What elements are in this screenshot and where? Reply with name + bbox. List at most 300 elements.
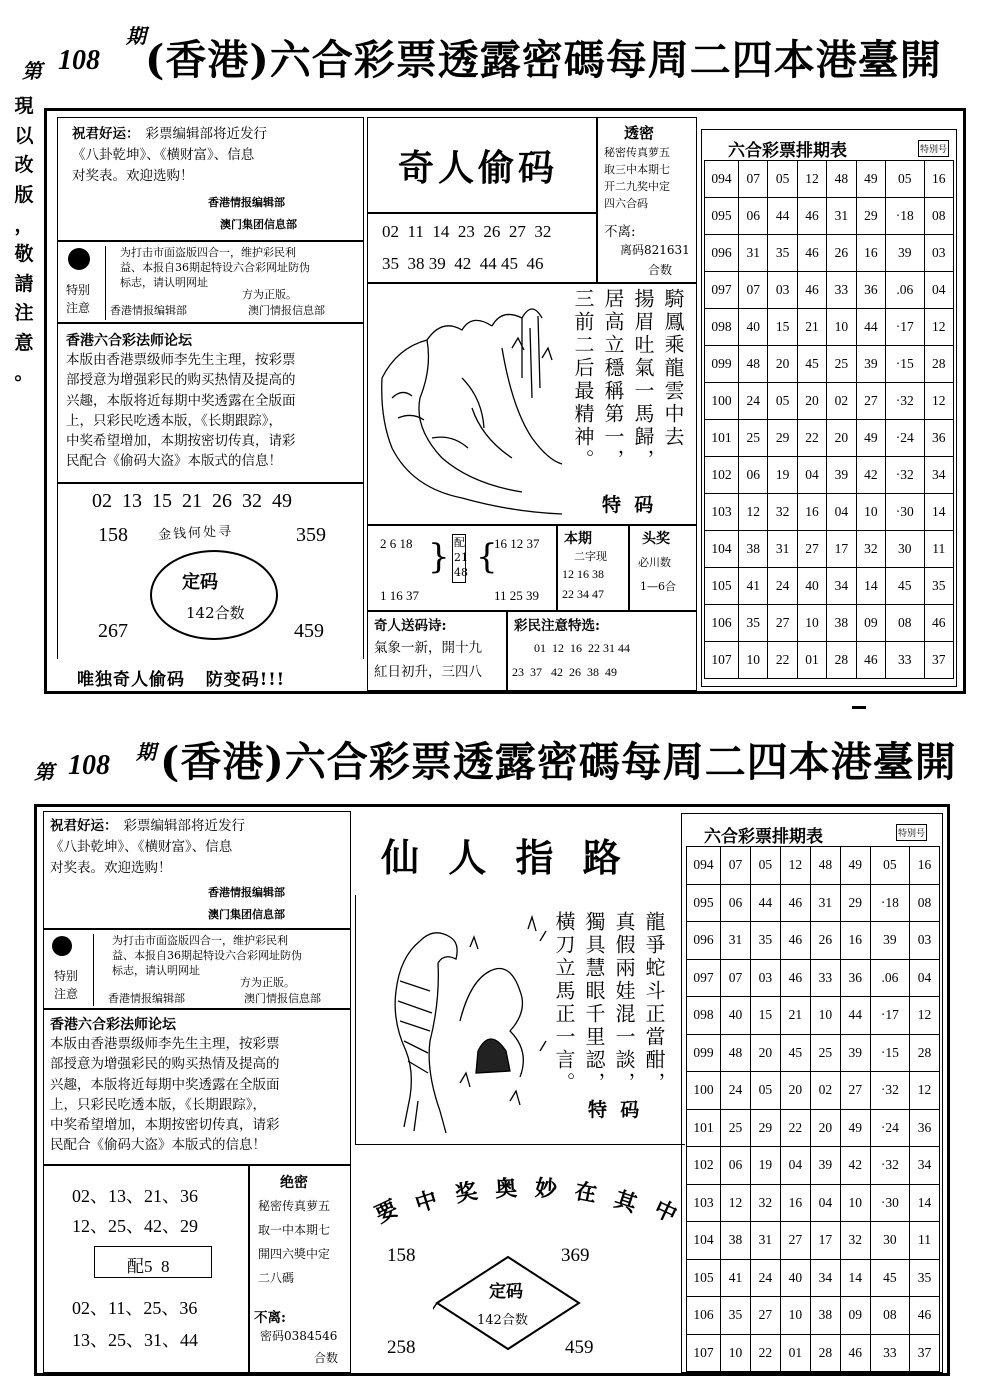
- schedule-row: [687, 1259, 940, 1297]
- special-code: 特 码: [602, 494, 654, 516]
- secret-leave-code: 离码821631: [620, 243, 690, 257]
- schedule-number-cell: 42: [840, 1147, 870, 1185]
- schedule-number-cell: 22: [780, 1109, 810, 1147]
- schedule-number-cell: 33: [827, 272, 856, 309]
- schedule-row: [687, 884, 940, 922]
- schedule-number-cell: 12: [910, 1072, 940, 1110]
- schedule-issue-cell: 101: [687, 1109, 721, 1147]
- forum-heading: 香港六合彩法师论坛: [66, 333, 192, 349]
- schedule-number-cell: 11: [910, 1222, 940, 1260]
- this-issue-heading: 本期: [564, 531, 592, 547]
- mountain-illustration: [372, 288, 568, 520]
- schedule-number-cell: 10: [810, 997, 840, 1035]
- schedule-issue-cell: 100: [687, 1072, 721, 1110]
- poem-col-1: 龍爭蛇斗正當酣，: [642, 911, 666, 1095]
- secret-line: 四六合码: [604, 197, 648, 211]
- schedule-row: [687, 1297, 940, 1335]
- pairs-pei-box: [94, 1246, 212, 1278]
- schedule-number-cell: 32: [856, 531, 885, 568]
- send-poem-heading: 奇人送码诗:: [374, 618, 447, 634]
- issue-prefix: 第: [22, 59, 42, 83]
- special-code: 特 码: [588, 1099, 640, 1121]
- bottom-panel: [34, 804, 950, 1376]
- schedule-number-cell: 03: [750, 959, 780, 997]
- combo-b: 1 16 37: [380, 588, 419, 603]
- secret-line: 取一中本期七: [258, 1223, 331, 1237]
- greeting-sign2: 澳门集团信息部: [208, 908, 285, 921]
- schedule-number-cell: ·30: [886, 494, 925, 531]
- illustration-box: [367, 283, 697, 525]
- forum-line: 民配合《偷码大盗》本版式的信息！: [50, 1137, 266, 1154]
- schedule-number-cell: ·18: [870, 884, 909, 922]
- pairs-l4: 13、25、31、44: [72, 1330, 198, 1350]
- greeting-text3: 对奖表。欢迎选购！: [72, 167, 194, 184]
- schedule-number-cell: 38: [810, 1297, 840, 1335]
- bomb-icon: [68, 248, 90, 270]
- greeting-box: [57, 117, 364, 241]
- poem-col-4: 橫刀立馬正一言。: [552, 911, 576, 1095]
- schedule-issue-cell: 102: [687, 1147, 721, 1185]
- issue-number: 108: [68, 750, 110, 781]
- forum-line: 上，只彩民吃透本版，《长期跟踪》，: [66, 412, 282, 429]
- notice-text3: 标志，请认明网址: [112, 963, 200, 977]
- schedule-number-cell: ·17: [886, 309, 925, 346]
- schedule-number-cell: 25: [721, 1109, 751, 1147]
- notice-sign1: 香港情报编辑部: [110, 304, 187, 317]
- schedule-number-cell: 25: [810, 1034, 840, 1072]
- schedule-row: [687, 1147, 940, 1185]
- schedule-row: [705, 642, 954, 679]
- draw-tr: 359: [296, 524, 326, 546]
- issue-prefix: 第: [34, 760, 54, 784]
- arc-char: 妙: [534, 1174, 558, 1203]
- schedule-issue-cell: 104: [705, 531, 739, 568]
- secret-heading: 绝密: [280, 1175, 308, 1191]
- schedule-number-cell: 14: [924, 494, 953, 531]
- schedule-number-cell: 48: [827, 161, 856, 198]
- schedule-issue-cell: 098: [687, 997, 721, 1035]
- schedule-row: [687, 1222, 940, 1260]
- schedule-issue-cell: 095: [705, 198, 739, 235]
- schedule-number-cell: 32: [768, 494, 797, 531]
- schedule-number-cell: 29: [768, 420, 797, 457]
- diamond-tl: 158: [387, 1245, 416, 1266]
- schedule-issue-cell: 096: [705, 235, 739, 272]
- pairs-l3: 02、11、25、36: [72, 1298, 198, 1318]
- schedule-number-cell: 33: [870, 1334, 909, 1372]
- schedule-number-cell: 27: [797, 531, 826, 568]
- forum-line: 兴趣，本版将近每期中奖透露在全版面: [66, 392, 296, 409]
- schedule-issue-cell: 103: [687, 1184, 721, 1222]
- side-note: [12, 92, 36, 388]
- schedule-table: [704, 160, 954, 679]
- schedule-box: [681, 813, 943, 1373]
- schedule-number-cell: 44: [840, 997, 870, 1035]
- schedule-number-cell: 41: [721, 1259, 751, 1297]
- schedule-number-cell: 35: [721, 1297, 751, 1335]
- schedule-number-cell: 45: [886, 568, 925, 605]
- schedule-number-cell: 33: [810, 959, 840, 997]
- divider-dash: [852, 706, 866, 709]
- schedule-number-cell: 31: [810, 884, 840, 922]
- poem-col-2: 真假兩娃混一談，: [612, 911, 636, 1095]
- schedule-number-cell: 14: [856, 568, 885, 605]
- notice-text1: 为打击市面盗版四合一，维护彩民利: [120, 246, 296, 259]
- secret-line: 秘密传真萝五: [258, 1199, 331, 1213]
- notice-sign1: 香港情报编辑部: [108, 992, 185, 1005]
- schedule-number-cell: 42: [856, 457, 885, 494]
- pairs-box: [43, 1165, 249, 1373]
- schedule-row: [705, 457, 954, 494]
- schedule-number-cell: 04: [780, 1147, 810, 1185]
- schedule-special: 特别号: [896, 824, 927, 841]
- schedule-number-cell: ·18: [886, 198, 925, 235]
- schedule-number-cell: .06: [870, 959, 909, 997]
- schedule-number-cell: ·32: [870, 1147, 909, 1185]
- forum-heading: 香港六合彩法师论坛: [50, 1017, 176, 1033]
- secret-box: [249, 1165, 351, 1373]
- schedule-row: [705, 198, 954, 235]
- schedule-number-cell: 12: [924, 383, 953, 420]
- schedule-issue-cell: 097: [705, 272, 739, 309]
- draw-bl: 267: [98, 620, 128, 642]
- side-note-char: 注: [14, 302, 34, 325]
- page-title: (香港)六合彩票透露密碼每周二四本港臺開: [145, 36, 942, 84]
- schedule-number-cell: 34: [810, 1259, 840, 1297]
- schedule-number-cell: 46: [797, 198, 826, 235]
- schedule-number-cell: 29: [856, 198, 885, 235]
- combo-d: 11 25 39: [494, 588, 540, 603]
- schedule-number-cell: 46: [924, 605, 953, 642]
- schedule-number-cell: 46: [840, 1334, 870, 1372]
- schedule-issue-cell: 106: [705, 605, 739, 642]
- secret-line: 開四六獎中定: [258, 1247, 331, 1261]
- schedule-row: [705, 383, 954, 420]
- schedule-number-cell: 35: [750, 922, 780, 960]
- schedule-row: [687, 1034, 940, 1072]
- schedule-row: [705, 605, 954, 642]
- draw-arc: 金钱何处寻: [157, 524, 234, 543]
- forum-line: 上，只彩民吃透本版，《长期跟踪》，: [50, 1096, 266, 1113]
- pairs-pei: 配5 8: [127, 1257, 170, 1276]
- schedule-number-cell: 10: [856, 494, 885, 531]
- schedule-number-cell: 39: [886, 235, 925, 272]
- schedule-number-cell: 27: [750, 1297, 780, 1335]
- forum-line: 本版由香港票级师李先生主理，按彩票: [66, 352, 296, 368]
- schedule-number-cell: 39: [810, 1147, 840, 1185]
- schedule-number-cell: 10: [797, 605, 826, 642]
- schedule-number-cell: 05: [750, 847, 780, 885]
- schedule-number-cell: ·15: [870, 1034, 909, 1072]
- schedule-number-cell: 12: [910, 997, 940, 1035]
- schedule-issue-cell: 100: [705, 383, 739, 420]
- schedule-number-cell: 45: [797, 346, 826, 383]
- schedule-number-cell: 16: [910, 847, 940, 885]
- schedule-number-cell: 49: [840, 847, 870, 885]
- forum-line: 中奖希望增加，本期按密切传真，请彩: [66, 433, 296, 449]
- arc-text: [367, 1167, 679, 1227]
- schedule-number-cell: 08: [886, 605, 925, 642]
- schedule-issue-cell: 094: [687, 847, 721, 885]
- secret-lines: [604, 144, 696, 212]
- poem-col-2: 揚眉吐氣一馬歸，: [631, 288, 655, 472]
- side-note-char: 意: [14, 332, 34, 354]
- schedule-issue-cell: 097: [687, 959, 721, 997]
- schedule-number-cell: 20: [810, 1109, 840, 1147]
- schedule-number-cell: 16: [840, 922, 870, 960]
- schedule-number-cell: .06: [886, 272, 925, 309]
- schedule-number-cell: 39: [827, 457, 856, 494]
- schedule-number-cell: ·24: [870, 1109, 909, 1147]
- schedule-number-cell: 25: [827, 346, 856, 383]
- poem-col-4: 三前二后最精神。: [571, 288, 595, 472]
- schedule-number-cell: 10: [827, 309, 856, 346]
- schedule-number-cell: ·32: [886, 457, 925, 494]
- bomb-icon: [52, 936, 72, 956]
- greeting-sign1: 香港情报编辑部: [208, 886, 285, 899]
- secret-heading: 透密: [624, 124, 655, 142]
- schedule-number-cell: 44: [856, 309, 885, 346]
- notice-sign2: 澳门情报信息部: [248, 304, 325, 317]
- notice-label2: 注意: [66, 301, 91, 315]
- greeting-sign1: 香港情报编辑部: [208, 196, 285, 209]
- combo-box: [367, 525, 557, 611]
- schedule-number-cell: 28: [810, 1334, 840, 1372]
- schedule-number-cell: 34: [924, 457, 953, 494]
- schedule-number-cell: 20: [750, 1034, 780, 1072]
- notice-label2: 注意: [54, 987, 79, 1001]
- schedule-number-cell: 36: [840, 959, 870, 997]
- schedule-number-cell: 46: [797, 272, 826, 309]
- side-note-char: 以: [14, 124, 34, 147]
- schedule-number-cell: 46: [780, 884, 810, 922]
- left-brace: }: [428, 537, 450, 577]
- notice-label: [62, 246, 106, 320]
- forum-line: 本版由香港票级师李先生主理，按彩票: [50, 1036, 280, 1052]
- draw-row: 02 13 15 21 26 32 49: [92, 490, 292, 512]
- notice-text2: 益、本报自36期起特设六合彩网址防伪: [120, 260, 310, 274]
- schedule-special: 特别号: [918, 140, 949, 157]
- secret-line: 二八碼: [258, 1271, 295, 1285]
- side-note-char: 版: [14, 183, 34, 206]
- schedule-issue-cell: 096: [687, 922, 721, 960]
- greeting-heading: 祝君好运：: [50, 818, 118, 834]
- schedule-number-cell: 33: [886, 642, 925, 679]
- page-title: (香港)六合彩票透露密碼每周二四本港臺開: [160, 738, 957, 786]
- notice-label1: 特别: [54, 969, 79, 983]
- schedule-number-cell: 07: [739, 161, 768, 198]
- arc-char: 奥: [494, 1174, 518, 1203]
- schedule-number-cell: 34: [910, 1147, 940, 1185]
- schedule-number-cell: 29: [750, 1109, 780, 1147]
- schedule-number-cell: 46: [856, 642, 885, 679]
- schedule-row: [687, 1184, 940, 1222]
- diamond-tr: 369: [561, 1245, 590, 1266]
- diamond-shape: [433, 1253, 583, 1353]
- this-issue-l1: 12 16 38: [562, 567, 604, 581]
- schedule-number-cell: 16: [797, 494, 826, 531]
- diamond-br: 459: [565, 1337, 594, 1358]
- schedule-box: [701, 129, 957, 687]
- schedule-number-cell: 10: [840, 1184, 870, 1222]
- right-brace: {: [476, 537, 498, 577]
- schedule-number-cell: 40: [780, 1259, 810, 1297]
- greeting-sign2: 澳门集团信息部: [220, 218, 297, 231]
- schedule-number-cell: 06: [721, 1147, 751, 1185]
- notice-label1: 特别: [66, 283, 91, 297]
- schedule-number-cell: 08: [924, 198, 953, 235]
- schedule-number-cell: 08: [910, 884, 940, 922]
- side-note-char: 請: [14, 272, 34, 295]
- schedule-row: [687, 1072, 940, 1110]
- schedule-row: [705, 568, 954, 605]
- schedule-number-cell: 02: [810, 1072, 840, 1110]
- schedule-number-cell: 06: [739, 457, 768, 494]
- notice-text4: 方为正版。: [240, 976, 295, 989]
- schedule-number-cell: 36: [924, 420, 953, 457]
- schedule-number-cell: 01: [780, 1334, 810, 1372]
- greeting-box: [43, 811, 351, 929]
- schedule-number-cell: 05: [768, 161, 797, 198]
- greeting-text1: 彩票编辑部将近发行: [145, 126, 267, 142]
- schedule-number-cell: 32: [750, 1184, 780, 1222]
- schedule-number-cell: 24: [750, 1259, 780, 1297]
- schedule-table: [686, 846, 940, 1372]
- schedule-number-cell: 05: [886, 161, 925, 198]
- schedule-number-cell: 31: [750, 1222, 780, 1260]
- forum-line: 部授意为增强彩民的购买热情及提高的: [66, 372, 296, 389]
- schedule-number-cell: 12: [780, 847, 810, 885]
- draw-tl: 158: [98, 524, 128, 546]
- schedule-number-cell: 04: [910, 959, 940, 997]
- draw-center: 定码: [182, 572, 218, 593]
- schedule-number-cell: 20: [797, 383, 826, 420]
- jackpot-l1: 必川数: [638, 556, 671, 569]
- schedule-issue-cell: 107: [687, 1334, 721, 1372]
- secret-line: 取三中本期七: [604, 163, 670, 177]
- schedule-issue-cell: 106: [687, 1297, 721, 1335]
- schedule-issue-cell: 099: [705, 346, 739, 383]
- greeting-text3: 对奖表。欢迎选购！: [50, 859, 172, 876]
- schedule-number-cell: 04: [924, 272, 953, 309]
- notice-box: [43, 929, 351, 1009]
- schedule-number-cell: 39: [856, 346, 885, 383]
- schedule-number-cell: 04: [827, 494, 856, 531]
- schedule-number-cell: ·24: [886, 420, 925, 457]
- notice-text2: 益、本报自36期起特设六合彩网址防伪: [112, 948, 302, 962]
- schedule-number-cell: 22: [750, 1334, 780, 1372]
- schedule-number-cell: 16: [856, 235, 885, 272]
- schedule-row: [687, 1109, 940, 1147]
- schedule-number-cell: 40: [797, 568, 826, 605]
- schedule-number-cell: ·17: [870, 997, 909, 1035]
- this-issue-box: [557, 525, 629, 611]
- feature-row2: 35 38 39 42 44 45 46: [382, 254, 544, 273]
- arc-char: 在: [572, 1178, 599, 1209]
- schedule-number-cell: 06: [739, 198, 768, 235]
- schedule-number-cell: 25: [739, 420, 768, 457]
- illustration-box: [355, 895, 685, 1145]
- schedule-issue-cell: 105: [687, 1259, 721, 1297]
- diamond-center: 定码: [489, 1282, 523, 1302]
- side-note-char: 敬: [14, 243, 34, 266]
- schedule-number-cell: 48: [810, 847, 840, 885]
- schedule-number-cell: 31: [827, 198, 856, 235]
- attention-l2: 23 37 42 26 38 49: [512, 665, 617, 679]
- schedule-number-cell: 48: [721, 1034, 751, 1072]
- schedule-number-cell: 35: [924, 568, 953, 605]
- side-note-char: ，: [14, 213, 34, 236]
- notice-sign2: 澳门情报信息部: [244, 992, 321, 1005]
- draw-box: [57, 483, 364, 659]
- schedule-number-cell: 38: [739, 531, 768, 568]
- schedule-number-cell: 19: [768, 457, 797, 494]
- schedule-row: [705, 346, 954, 383]
- feature-numbers: [367, 213, 597, 283]
- combo-pei: [452, 534, 466, 583]
- schedule-number-cell: 01: [797, 642, 826, 679]
- schedule-issue-cell: 104: [687, 1222, 721, 1260]
- schedule-number-cell: 21: [797, 309, 826, 346]
- issue-suffix: 期: [136, 740, 156, 764]
- parrot-illustration: [360, 901, 550, 1137]
- forum-line: 部授意为增强彩民的购买热情及提高的: [50, 1056, 280, 1073]
- schedule-number-cell: 31: [768, 531, 797, 568]
- schedule-number-cell: 34: [827, 568, 856, 605]
- forum-line: 兴趣，本版将近每期中奖透露在全版面: [50, 1076, 280, 1093]
- schedule-number-cell: 49: [856, 420, 885, 457]
- notice-label: [48, 934, 94, 1006]
- schedule-number-cell: 24: [721, 1072, 751, 1110]
- jackpot-l2: 1—6合: [640, 580, 676, 593]
- schedule-row: [705, 309, 954, 346]
- draw-count: 142合数: [186, 604, 245, 622]
- schedule-number-cell: 38: [721, 1222, 751, 1260]
- attention-box: [507, 611, 697, 691]
- jackpot-box: [629, 525, 697, 611]
- schedule-number-cell: 27: [856, 383, 885, 420]
- schedule-number-cell: 46: [797, 235, 826, 272]
- forum-line: 民配合《偷码大盗》本版式的信息！: [66, 453, 282, 470]
- schedule-number-cell: 40: [739, 309, 768, 346]
- schedule-row: [705, 272, 954, 309]
- schedule-title: 六合彩票排期表: [728, 141, 847, 161]
- combo-pei1: 配: [454, 536, 465, 549]
- schedule-number-cell: 31: [739, 235, 768, 272]
- schedule-number-cell: 37: [924, 642, 953, 679]
- schedule-number-cell: 39: [870, 922, 909, 960]
- schedule-issue-cell: 095: [687, 884, 721, 922]
- this-issue-l2: 22 34 47: [562, 587, 604, 601]
- feature-row1: 02 11 14 23 26 27 32: [382, 222, 552, 241]
- secret-code: 密码0384546: [260, 1329, 338, 1343]
- schedule-number-cell: 30: [886, 531, 925, 568]
- schedule-number-cell: 20: [768, 346, 797, 383]
- schedule-number-cell: 09: [856, 605, 885, 642]
- schedule-issue-cell: 105: [705, 568, 739, 605]
- send-poem-box: [367, 611, 507, 691]
- schedule-number-cell: 49: [840, 1109, 870, 1147]
- schedule-number-cell: 45: [870, 1259, 909, 1297]
- side-note-char: 。: [14, 361, 34, 384]
- schedule-row: [687, 847, 940, 885]
- schedule-number-cell: 38: [827, 605, 856, 642]
- schedule-number-cell: 27: [780, 1222, 810, 1260]
- schedule-number-cell: 22: [797, 420, 826, 457]
- schedule-number-cell: 48: [739, 346, 768, 383]
- forum-line: 中奖希望增加，本期按密切传真，请彩: [50, 1117, 280, 1133]
- schedule-row: [705, 420, 954, 457]
